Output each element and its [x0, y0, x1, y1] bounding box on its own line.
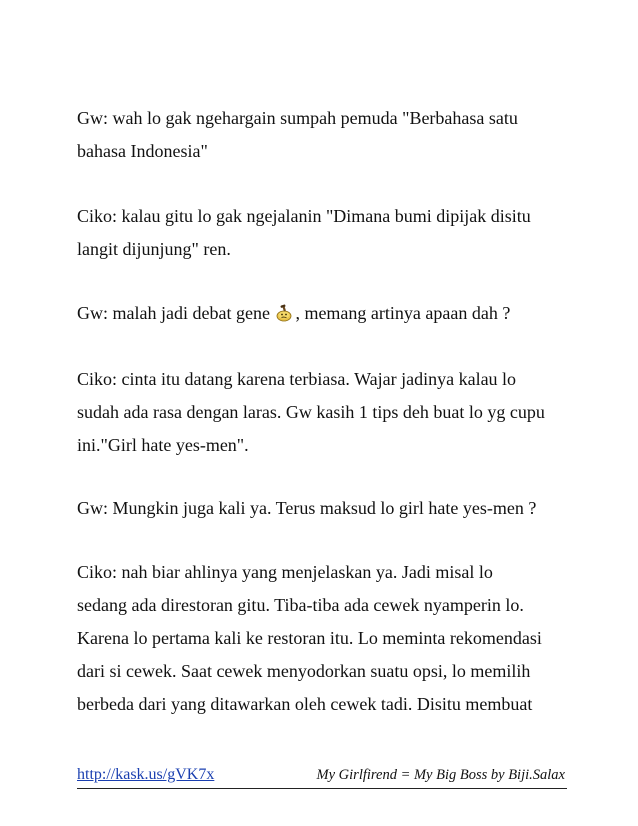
dialogue-paragraph-ciko — [77, 200, 577, 266]
text-line: dari si cewek. Saat cewek menyodorkan suatu opsi, lo memilih — [77, 661, 531, 681]
text-line: sedang ada direstoran gitu. Tiba-tiba ada cewek nyamperin lo. — [77, 595, 524, 615]
text-line: bahasa Indonesia" — [77, 141, 208, 161]
text-line: berbeda dari yang ditawarkan oleh cewek tadi. Disitu membuat — [77, 694, 533, 714]
text-segment: , memang artinya apaan dah ? — [295, 303, 511, 323]
text-line — [77, 297, 577, 330]
text-line: sudah ada rasa dengan laras. Gw kasih 1 tips deh buat lo yg cupu — [77, 402, 545, 422]
dialogue-paragraph-ciko — [77, 363, 577, 462]
text-line: Ciko: cinta itu datang karena terbiasa. Wajar jadinya kalau lo — [77, 369, 517, 389]
page-footer — [77, 764, 567, 789]
dialogue-paragraph-gw — [77, 102, 577, 168]
footer-link[interactable]: http://kask.us/gVK7x — [77, 766, 215, 783]
text-line: Karena lo pertama kali ke restoran itu. Lo meminta rekomendasi — [77, 628, 542, 648]
text-line: Gw: Mungkin juga kali ya. Terus maksud lo girl hate yes-men ? — [77, 498, 537, 518]
confused-smiley-icon — [275, 300, 293, 318]
dialogue-paragraph-ciko — [77, 556, 577, 721]
text-segment: Gw: malah jadi debat gene — [77, 303, 270, 323]
text-line: Ciko: kalau gitu lo gak ngejalanin "Dimana bumi dipijak disitu — [77, 206, 531, 226]
footer-title: My Girlfirend = My Big Boss by Biji.Salax — [316, 767, 565, 783]
text-line: Ciko: nah biar ahlinya yang menjelaskan ya. Jadi misal lo — [77, 562, 493, 582]
dialogue-paragraph-gw — [77, 297, 577, 330]
text-line: ini."Girl hate yes-men". — [77, 435, 249, 455]
text-line: Gw: wah lo gak ngehargain sumpah pemuda "Berbahasa satu — [77, 108, 518, 128]
text-line: langit dijunjung" ren. — [77, 239, 231, 259]
dialogue-paragraph-gw — [77, 492, 577, 525]
